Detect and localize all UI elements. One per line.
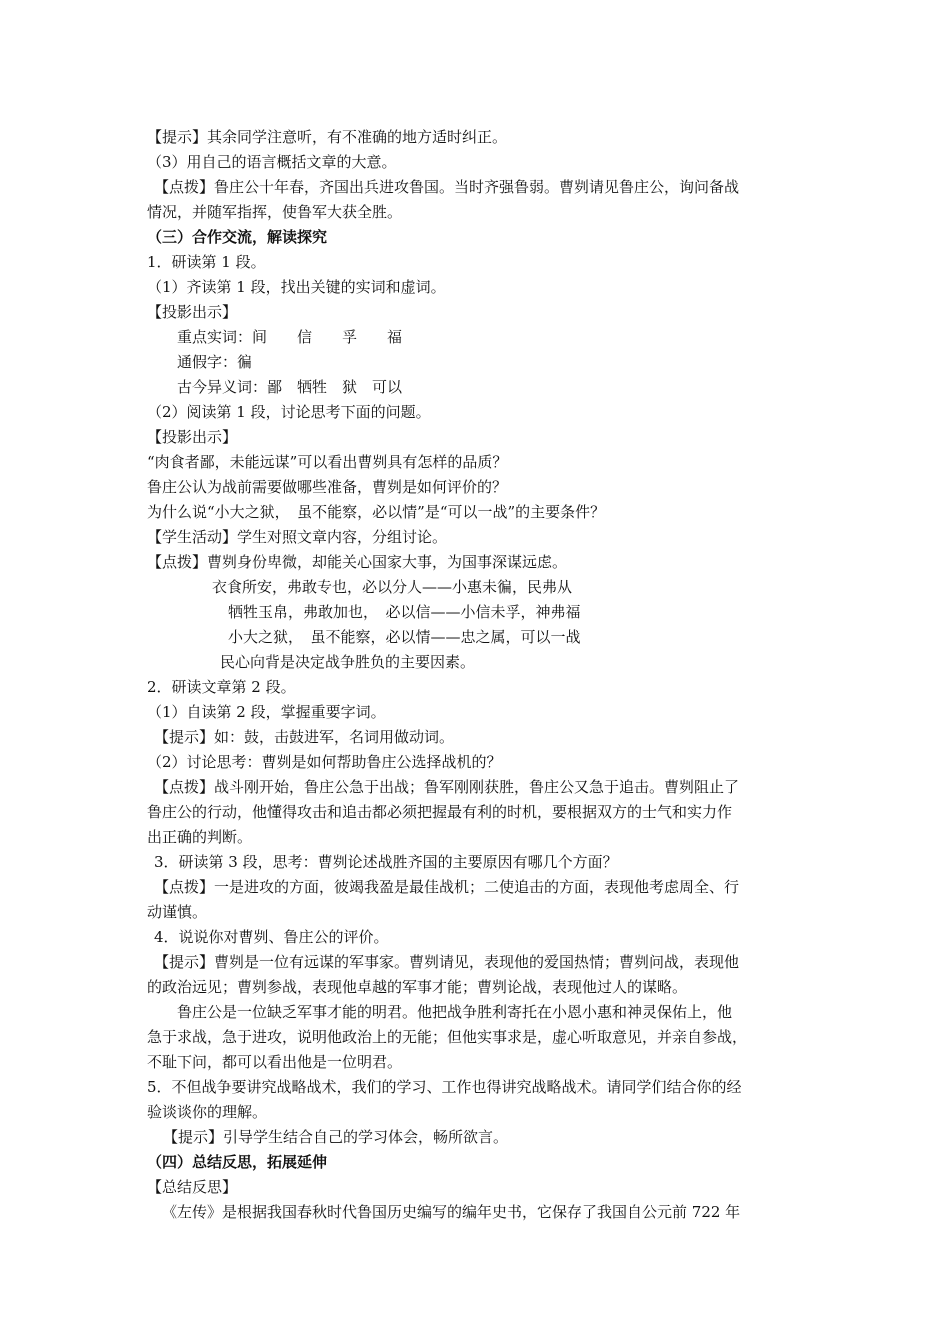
text-line: 【提示】引导学生结合自己的学习体会，畅所欲言。 — [163, 1128, 509, 1146]
text-line: 【点拨】一是进攻的方面，彼竭我盈是最佳战机；二使追击的方面，表现他考虑周全、行 — [154, 878, 740, 896]
text-line: 【投影出示】 — [147, 428, 238, 446]
text-line: 情况，并随军指挥，使鲁军大获全胜。 — [147, 203, 403, 221]
text-line: （1）齐读第 1 段，找出关键的实词和虚词。 — [147, 278, 446, 296]
text-line: 5．不但战争要讲究战略战术，我们的学习、工作也得讲究战略战术。请同学们结合你的经 — [147, 1078, 742, 1096]
text-line: 古今异义词：鄙 牺牲 狱 可以 — [177, 378, 403, 396]
section-heading: （四）总结反思，拓展延伸 — [147, 1153, 328, 1171]
text-line: 重点实词：间 信 孚 福 — [177, 328, 403, 346]
text-line: 民心向背是决定战争胜负的主要因素。 — [220, 653, 476, 671]
text-line: 的政治远见；曹刿参战，表现他卓越的军事才能；曹刿论战，表现他过人的谋略。 — [147, 978, 688, 996]
text-line: （2）阅读第 1 段，讨论思考下面的问题。 — [147, 403, 431, 421]
text-line: 4．说说你对曹刿、鲁庄公的评价。 — [154, 928, 389, 946]
text-line: 衣食所安，弗敢专也，必以分人——小惠未徧，民弗从 — [212, 578, 573, 596]
section-heading: （三）合作交流，解读探究 — [147, 228, 328, 246]
text-line: 鲁庄公认为战前需要做哪些准备，曹刿是如何评价的？ — [147, 478, 508, 496]
text-line: 2．研读文章第 2 段。 — [147, 678, 296, 696]
text-line: 【点拨】曹刿身份卑微，却能关心国家大事，为国事深谋远虑。 — [147, 553, 568, 571]
text-line: 1．研读第 1 段。 — [147, 253, 266, 271]
text-line: 【点拨】战斗刚开始，鲁庄公急于出战；鲁军刚刚获胜，鲁庄公又急于追击。曹刿阻止了 — [154, 778, 740, 796]
text-line: 为什么说“小大之狱， 虽不能察，必以情”是“可以一战”的主要条件？ — [147, 503, 606, 521]
text-line: 不耻下问，都可以看出他是一位明君。 — [147, 1053, 403, 1071]
text-line: 鲁庄公是一位缺乏军事才能的明君。他把战争胜利寄托在小恩小惠和神灵保佑上，他 — [177, 1003, 733, 1021]
text-line: 【提示】其余同学注意听，有不准确的地方适时纠正。 — [147, 128, 508, 146]
text-line: 【学生活动】学生对照文章内容，分组讨论。 — [147, 528, 448, 546]
text-line: （3）用自己的语言概括文章的大意。 — [147, 153, 397, 171]
text-line: （2）讨论思考：曹刿是如何帮助鲁庄公选择战机的？ — [147, 753, 502, 771]
text-line: 急于求战，急于进攻，说明他政治上的无能；但他实事求是，虚心听取意见，并亲自参战， — [147, 1028, 748, 1046]
text-line: 出正确的判断。 — [147, 828, 253, 846]
text-line: “肉食者鄙，未能远谋”可以看出曹刿具有怎样的品质？ — [147, 453, 508, 471]
text-line: 【总结反思】 — [147, 1178, 238, 1196]
text-line: （1）自读第 2 段，掌握重要字词。 — [147, 703, 386, 721]
text-line: 3．研读第 3 段，思考：曹刿论述战胜齐国的主要原因有哪几个方面？ — [154, 853, 618, 871]
text-line: 【点拨】鲁庄公十年春，齐国出兵进攻鲁国。当时齐强鲁弱。曹刿请见鲁庄公，询问备战 — [154, 178, 740, 196]
text-line: 【投影出示】 — [147, 303, 238, 321]
text-line: 鲁庄公的行动，他懂得攻击和追击都必须把握最有利的时机，要根据双方的士气和实力作 — [147, 803, 733, 821]
text-line: 通假字：徧 — [177, 353, 253, 371]
text-line: 【提示】曹刿是一位有远谋的军事家。曹刿请见，表现他的爱国热情；曹刿问战，表现他 — [154, 953, 740, 971]
text-line: 小大之狱， 虽不能察，必以情——忠之属，可以一战 — [228, 628, 581, 646]
text-line: 验谈谈你的理解。 — [147, 1103, 268, 1121]
text-line: 牺牲玉帛，弗敢加也， 必以信——小信未孚，神弗福 — [228, 603, 581, 621]
text-line: 《左传》是根据我国春秋时代鲁国历史编写的编年史书，它保存了我国自公元前 722 年 — [162, 1203, 741, 1221]
text-line: 【提示】如：鼓，击鼓进军，名词用做动词。 — [154, 728, 455, 746]
text-line: 动谨慎。 — [147, 903, 208, 921]
